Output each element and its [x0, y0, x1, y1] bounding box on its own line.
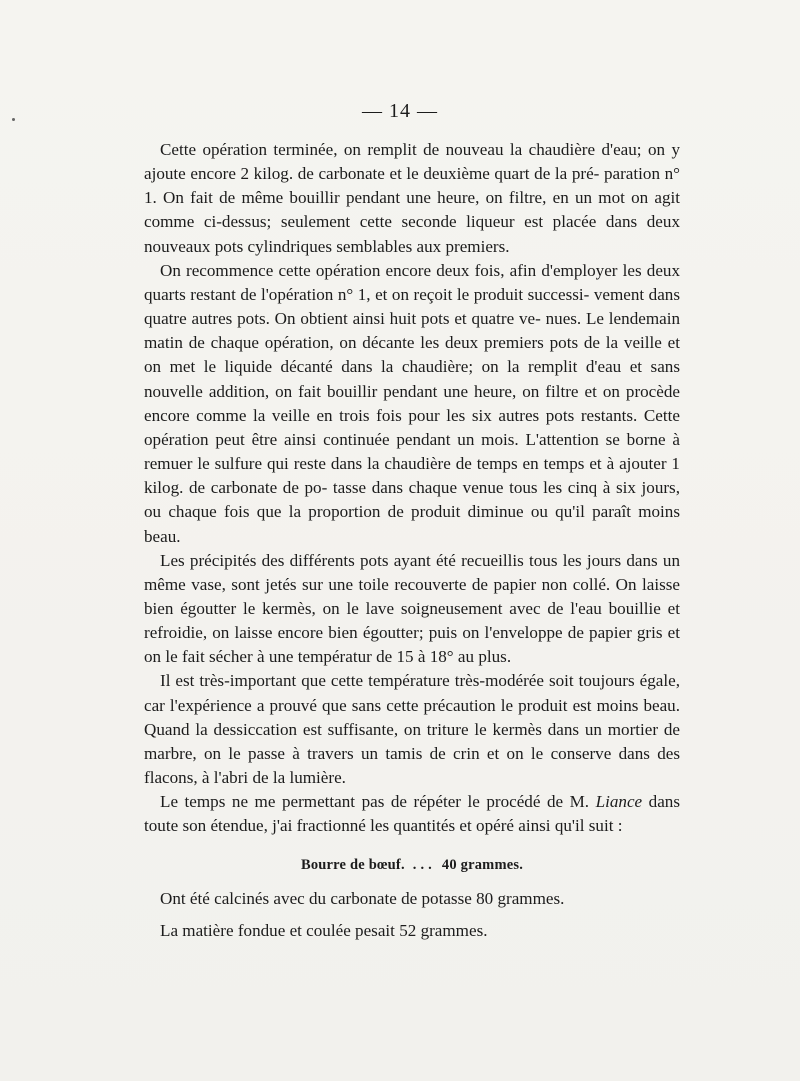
closing-line-1: Ont été calcinés avec du carbonate de potasse 80 grammes. — [160, 888, 565, 908]
text-line: placée dans deux nouveaux pots cylindriques semblables aux premiers. — [144, 212, 680, 256]
text-line: bouillie et refroidie, on laisse encore bien égoutter; puis on l'enveloppe — [144, 598, 680, 643]
paragraph-1 — [144, 138, 680, 259]
text-line: Cette opération terminée, on remplit de nouveau la chaudière d'eau; on — [160, 140, 666, 159]
text-line: dans un mortier de marbre, on le passe à travers un tamis de crin et on le — [144, 719, 680, 763]
recipe-quantity: 40 grammes. — [441, 856, 524, 873]
body-text — [144, 138, 680, 943]
paragraph-4 — [144, 669, 680, 790]
text-line: pendant un mois. L'attention se borne à remuer le sulfure qui reste dans — [144, 429, 680, 474]
text-segment: Le temps ne me permettant pas de répéter le procédé de M. — [160, 792, 596, 812]
text-line: la chaudière de temps en temps et à ajouter 1 kilog. de carbonate de po- — [144, 454, 680, 498]
text-line: nues. Le lendemain matin de chaque opération, on décante les deux — [144, 309, 681, 353]
person-name: Liance — [595, 792, 643, 812]
text-line: pour les six autres pots restants. Cette opération peut être ainsi continuée — [144, 405, 680, 449]
page-number: — 14 — — [362, 100, 438, 122]
text-line: un mot on agit comme ci-dessus; seulement cette seconde liqueur est — [144, 188, 681, 232]
text-line: de papier gris et on le fait sécher à une températur de 15 à 18° au plus. — [144, 623, 680, 667]
text-line: conserve dans des flacons, à l'abri de la lumière. — [144, 743, 680, 788]
text-line: une heure, on filtre et on procède encore comme la veille en trois fois — [144, 381, 680, 425]
closing-line-2: La matière fondue et coulée pesait 52 grammes. — [160, 920, 488, 940]
text-line: égale, car l'expérience a prouvé que sans cette précaution le produit — [144, 671, 680, 715]
text-line: Il est très-important que cette température très-modérée soit toujours — [160, 671, 635, 691]
text-line: deux quarts restant de l'opération n° 1, et on reçoit le produit successi- — [144, 260, 680, 304]
text-line: y ajoute encore 2 kilog. de carbonate et le deuxième quart de la pré- — [144, 140, 680, 184]
paragraph-3 — [144, 549, 680, 670]
paragraph-2 — [144, 259, 680, 549]
text-line: Les précipités des différents pots ayant été recueillis tous les jours dans — [160, 550, 658, 570]
text-line: est moins beau. Quand la dessiccation est suffisante, on triture le kermès — [144, 695, 680, 739]
text-line: paration n° 1. On fait de même bouillir pendant une heure, on filtre, en — [144, 164, 680, 208]
text-line: vement dans quatre autres pots. On obtient ainsi huit pots et quatre ve- — [144, 284, 681, 329]
text-line: un même vase, sont jetés sur une toile recouverte de papier non collé. — [144, 550, 680, 594]
paragraph-5 — [144, 790, 680, 838]
text-line: proportion de produit diminue ou qu'il paraît moins beau. — [144, 502, 680, 546]
recipe-item: Bourre de bœuf. — [300, 856, 405, 873]
text-line: on la remplit d'eau et sans nouvelle addition, on fait bouillir pendant — [144, 357, 680, 401]
text-line: tasse dans chaque venue tous les cinq à six jours, ou chaque fois que la — [144, 478, 680, 522]
text-line: toute son étendue, j'ai fractionné les quantités et opéré ainsi qu'il suit : — [144, 816, 623, 836]
recipe-line — [144, 853, 680, 877]
leader-dots: . . . — [412, 856, 432, 873]
text-line: premiers pots de la veille et on met le liquide décanté dans la chaudière; — [144, 333, 680, 377]
text-segment: dans — [642, 792, 680, 812]
text-line: On recommence cette opération encore deux fois, afin d'employer les — [160, 260, 642, 280]
text-line: On laisse bien égoutter le kermès, on le lave soigneusement avec de l'eau — [144, 574, 680, 618]
